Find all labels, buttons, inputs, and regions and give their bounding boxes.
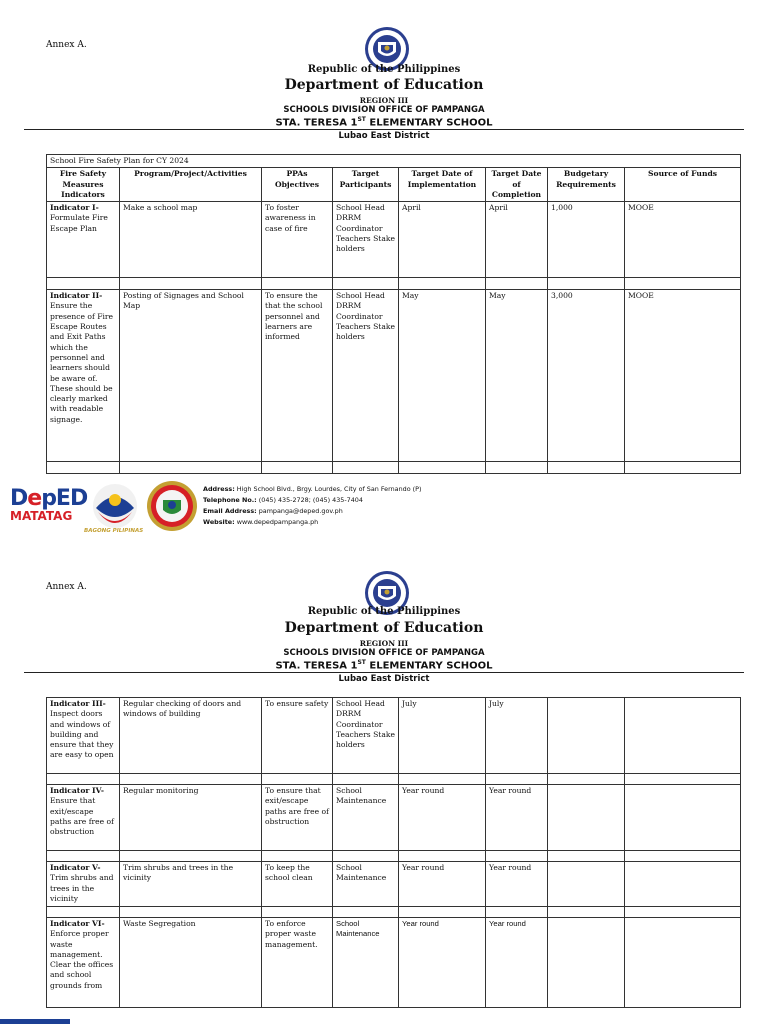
address-text: High School Blvd., Brgy. Lourdes, City of San Fernando (P) — [236, 485, 422, 493]
indicator-cell: Indicator II- Ensure the presence of Fire Escape Routes and Exit Paths which the personnel and learners should be aware of. These should be clearly marked with readable signage. — [47, 290, 120, 462]
budget-cell — [548, 698, 625, 774]
district-heading: Lubao East District — [338, 674, 430, 684]
footer-logo-strip — [0, 1019, 70, 1024]
column-header: Target Date of Completion — [486, 168, 548, 202]
implementation-cell: July — [399, 698, 486, 774]
implementation-cell: April — [399, 202, 486, 278]
table-row — [47, 918, 741, 1008]
division-heading: SCHOOLS DIVISION OFFICE OF PAMPANGA — [283, 648, 485, 658]
funds-cell: MOOE — [625, 290, 741, 462]
indicator-cell: Indicator III- Inspect doors and windows of building and ensure that they are easy to open — [47, 698, 120, 774]
region-heading: REGION III — [359, 639, 409, 648]
objective-cell: To ensure that exit/escape paths are free of obstruction — [262, 785, 333, 851]
district-heading: Lubao East District — [338, 131, 430, 141]
page-footer — [0, 478, 768, 540]
sdo-pampanga-seal-icon — [146, 480, 198, 532]
bagong-pilipinas-text: BAGONG PILIPINAS — [84, 528, 144, 534]
contact-info: Address: High School Blvd., Brgy. Lourdes, City of San Fernando (P) Telephone No.: (045) 435-2728; (045) 435-7404 Email Address: pampanga@deped.gov.ph Website: www.depedpampanga.ph — [203, 485, 422, 526]
annex-label: Annex A. — [46, 40, 87, 50]
school-heading: STA. TERESA 1ST ELEMENTARY SCHOOL — [275, 116, 493, 129]
region-heading: REGION III — [359, 96, 409, 105]
participants-cell: School Maintenance — [333, 862, 399, 907]
program-cell: Regular checking of doors and windows of building — [120, 698, 262, 774]
budget-cell: 3,000 — [548, 290, 625, 462]
objective-cell: To enforce proper waste management. — [262, 918, 333, 1008]
table-spacer-row — [47, 278, 741, 290]
deped-matatag-logo: DepED MATATAG — [10, 486, 88, 523]
implementation-cell: Year round — [399, 862, 486, 907]
column-header: Fire Safety Measures Indicators — [47, 168, 120, 202]
indicator-cell: Indicator IV- Ensure that exit/escape paths are free of obstruction — [47, 785, 120, 851]
header-divider — [24, 672, 744, 673]
funds-cell — [625, 862, 741, 907]
participants-cell: School Maintenance — [333, 918, 399, 1008]
indicator-cell: Indicator VI- Enforce proper waste management. Clear the offices and school grounds from — [47, 918, 120, 1008]
program-cell: Make a school map — [120, 202, 262, 278]
table-spacer-row — [47, 851, 741, 862]
annex-label: Annex A. — [46, 582, 87, 592]
column-header: Program/Project/Activities — [120, 168, 262, 202]
objective-cell: To keep the school clean — [262, 862, 333, 907]
email-text: pampanga@deped.gov.ph — [258, 507, 343, 515]
implementation-cell: Year round — [399, 918, 486, 1008]
completion-cell: May — [486, 290, 548, 462]
participants-cell: School Maintenance — [333, 785, 399, 851]
indicator-cell: Indicator V- Trim shrubs and trees in the vicinity — [47, 862, 120, 907]
table-row — [47, 698, 741, 774]
implementation-cell: May — [399, 290, 486, 462]
table-row — [47, 202, 741, 278]
table-spacer-row — [47, 462, 741, 474]
column-header: PPAs Objectives — [262, 168, 333, 202]
column-header: Source of Funds — [625, 168, 741, 202]
budget-cell: 1,000 — [548, 202, 625, 278]
completion-cell: April — [486, 202, 548, 278]
fire-safety-plan-table-continued — [46, 697, 741, 1008]
republic-heading: Republic of the Philippines — [307, 606, 461, 617]
implementation-cell: Year round — [399, 785, 486, 851]
program-cell: Posting of Signages and School Map — [120, 290, 262, 462]
funds-cell — [625, 698, 741, 774]
completion-cell: Year round — [486, 785, 548, 851]
department-heading: Department of Education — [284, 77, 484, 93]
participants-cell: School Head DRRM Coordinator Teachers Stake holders — [333, 698, 399, 774]
document-page-2 — [0, 560, 768, 1024]
objective-cell: To foster awareness in case of fire — [262, 202, 333, 278]
fire-safety-plan-table — [46, 154, 741, 474]
table-header-row — [47, 168, 741, 202]
objective-cell: To ensure the that the school personnel and learners are informed — [262, 290, 333, 462]
completion-cell: Year round — [486, 862, 548, 907]
budget-cell — [548, 862, 625, 907]
program-cell: Regular monitoring — [120, 785, 262, 851]
table-row — [47, 290, 741, 462]
table-title: School Fire Safety Plan for CY 2024 — [47, 155, 741, 168]
column-header: Budgetary Requirements — [548, 168, 625, 202]
telephone-text: (045) 435-2728; (045) 435-7404 — [258, 496, 363, 504]
table-row — [47, 862, 741, 907]
table-spacer-row — [47, 774, 741, 785]
indicator-cell: Indicator I- Formulate Fire Escape Plan — [47, 202, 120, 278]
program-cell: Trim shrubs and trees in the vicinity — [120, 862, 262, 907]
school-heading: STA. TERESA 1ST ELEMENTARY SCHOOL — [275, 659, 493, 672]
completion-cell: July — [486, 698, 548, 774]
column-header: Target Date of Implementation — [399, 168, 486, 202]
header-divider — [24, 129, 744, 130]
column-header: Target Participants — [333, 168, 399, 202]
objective-cell: To ensure safety — [262, 698, 333, 774]
funds-cell — [625, 785, 741, 851]
division-heading: SCHOOLS DIVISION OFFICE OF PAMPANGA — [283, 105, 485, 115]
funds-cell: MOOE — [625, 202, 741, 278]
website-text: www.depedpampanga.ph — [236, 518, 319, 526]
participants-cell: School Head DRRM Coordinator Teachers Stake holders — [333, 202, 399, 278]
budget-cell — [548, 785, 625, 851]
table-row — [47, 785, 741, 851]
participants-cell: School Head DRRM Coordinator Teachers Stake holders — [333, 290, 399, 462]
completion-cell: Year round — [486, 918, 548, 1008]
funds-cell — [625, 918, 741, 1008]
program-cell: Waste Segregation — [120, 918, 262, 1008]
table-spacer-row — [47, 907, 741, 918]
budget-cell — [548, 918, 625, 1008]
department-heading: Department of Education — [284, 620, 484, 636]
republic-heading: Republic of the Philippines — [307, 64, 461, 75]
